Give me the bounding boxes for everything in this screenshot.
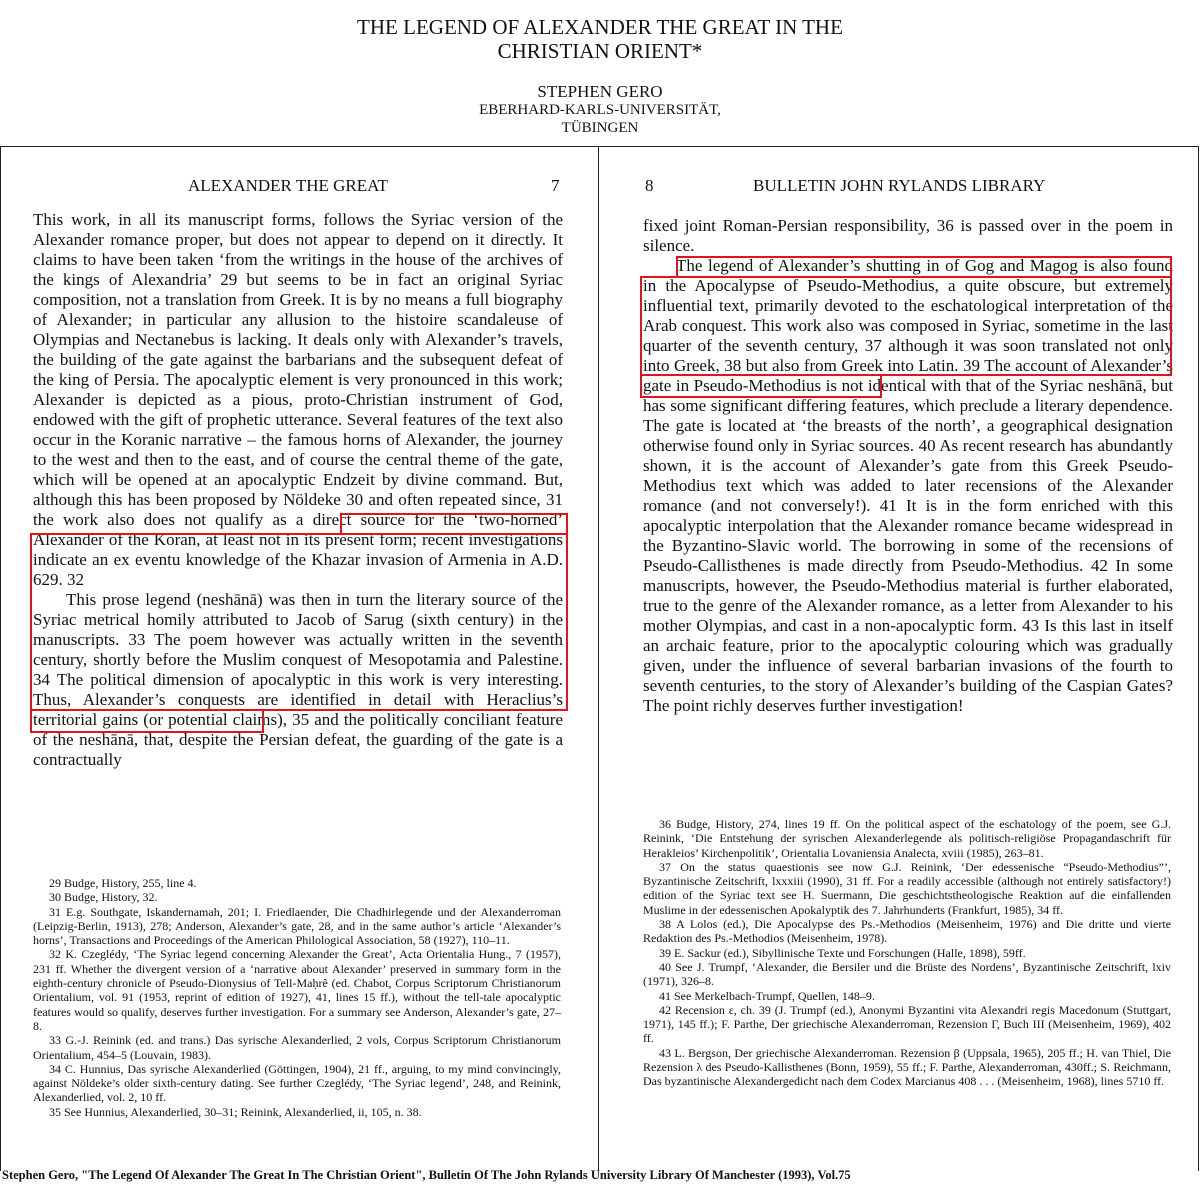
footnote-34: 34 C. Hunnius, Das syrische Alexanderlied (Göttingen, 1904), 21 ff., arguing, to my mind convincingly, against Nöldeke’s older sixth-century dating. See further Czeglédy, ‘The Syriac legend’, 248, and Reinink, Alexanderlied, vol. 2, 10 ff. xyxy=(33,1061,561,1105)
right-paragraph-2: The legend of Alexander’s shutting in of Gog and Magog is also found in the Apocalypse of Pseudo-Methodius, a quite obscure, but extremely influential text, primarily devoted to the eschatological interpretation of the Arab conquest. This work also was composed in Syriac, sometime in the last quarter of the seventh century, 37 although it was soon translated not only into Greek, 38 but also from Greek into Latin. 39 The account of Alexander’s gate in Pseudo-Methodius is not identical with that of the Syriac neshānā, but has some significant differing features, which preclude a literary dependence. The gate is located at ‘the breasts of the north’, a geographical designation otherwise found only in Syriac sources. 40 As recent research has abundantly shown, it is the account of Alexander’s gate from this Greek Pseudo-Methodius text which was added to later recensions of the Alexander romance (and not conversely!). 41 It is in the form enriched with this apocalyptic interpolation that the Alexander romance became widespread in the Byzantino-Slavic world. The borrowing in some of the recensions of Pseudo-Callisthenes is made directly from Pseudo-Methodius. 42 In some manuscripts, however, the Pseudo-Methodius material is further elaborated, true to the genre of the Alexander romance, as a letter from Alexander to his mother Olympias, and cast in a non-apocalyptic form. 43 Is this last in itself an archaic feature, prior to the apocalyptic colouring which was gradually given, under the influence of several barbarian invasions of the fourth to seventh centuries, to the story of Alexander’s building of the Caspian Gates? The point richly deserves further investigation! xyxy=(643,256,1173,715)
right-body-text xyxy=(643,216,1173,716)
left-body-text xyxy=(33,210,563,770)
footnote-32: 32 K. Czeglédy, ‘The Syriac legend concerning Alexander the Great’, Acta Orientalia Hung., 7 (1957), 231 ff. Whether the divergent version of a ‘narrative about Alexander’ preserved in summary form in the eighth-century chronicle of Pseudo-Dionysius of Tell-Maḥrê (ed. Chabot, Corpus Scriptorum Christianorum Orientalium, vol. 91 (1953, reprint of edition of 1927), 41, lines 15 ff.), without the tell-tale apocalyptic features would so qualify, deserves further investigation. For a summary see Anderson, Alexander’s gate, 27–8. xyxy=(33,947,561,1033)
affiliation-line-2: TÜBINGEN xyxy=(561,120,639,136)
affiliation-line-1: EBERHARD-KARLS-UNIVERSITÄT, xyxy=(479,102,721,118)
footnote-31: 31 E.g. Southgate, Iskandernamah, 201; I. Friedlaender, Die Chadhirlegende und der Alexanderroman (Leipzig-Berlin, 1913), 278; Anderson, Alexander’s gate, 28, and in the same author’s article ‘Alexander’s horns’, Transactions and Proceedings of the American Philological Association, 58 (1927), 110–11. xyxy=(33,904,561,948)
left-running-title: ALEXANDER THE GREAT xyxy=(188,176,388,195)
footnote-42: 42 Recension ε, ch. 39 (J. Trumpf (ed.), Anonymi Byzantini vita Alexandri regis Macedonum (Stuttgart, 1971), 145 ff.); F. Parthe, Der griechische Alexanderroman, Rezension Γ, Buch III (Meisenheim, 1969), 402 ff. xyxy=(643,1002,1171,1046)
footnote-36: 36 Budge, History, 274, lines 19 ff. On the political aspect of the eschatology of the poem, see G.J. Reinink, ‘Die Entstehung der syrischen Alexanderlegende als politisch-religiöse Propagandaschrift für Herakleios’ Kirchenpolitik’, Orientalia Lovaniensia Analecta, xviii (1985), 263–81. xyxy=(643,817,1171,860)
left-page-number: 7 xyxy=(551,176,560,195)
footnote-35: 35 See Hunnius, Alexanderlied, 30–31; Reinink, Alexanderlied, ii, 105, n. 38. xyxy=(49,1104,422,1119)
left-page xyxy=(33,176,563,770)
footnote-43: 43 L. Bergson, Der griechische Alexanderroman. Rezension β (Uppsala, 1965), 205 ff.; H. van Thiel, Die Rezension λ des Pseudo-Kallisthenes (Bonn, 1959), 55 ff.; F. Parthe, Alexanderroman, 430ff.; S. Reichmann, Das byzantinische Alexandergedicht nach dem Codex Marcianus 408 . . . (Meisenheim, 1968), lines 5710 ff. xyxy=(643,1045,1171,1089)
footnote-33: 33 G.-J. Reinink (ed. and trans.) Das syrische Alexanderlied, 2 vols, Corpus Scriptorum Christianorum Orientalium, 454–5 (Louvain, 1983). xyxy=(33,1033,561,1062)
footnote-40: 40 See J. Trumpf, ‘Alexander, die Bersiler und die Brüste des Nordens’, Byzantinische Zeitschrift, lxiv (1971), 326–8. xyxy=(643,959,1171,989)
article-title-line-2: CHRISTIAN ORIENT* xyxy=(497,39,703,63)
left-running-head xyxy=(33,176,563,210)
footnote-37: 37 On the status quaestionis see now G.J. Reinink, ‘Der edessenische “Pseudo-Methodius”’, Byzantinische Zeitschrift, lxxxiii (1990), 31 ff. For a readily accessible (although not entirely satisfactory!) edition of the Syriac text see H. Suermann, Die geschichtstheologische Reaktion auf die einfallenden Muslime in der edessenischen Apokalyptik des 7. Jahrhunderts (Frankfurt, 1985), 34 ff. xyxy=(643,859,1171,917)
footnote-38: 38 A Lolos (ed.), Die Apocalypse des Ps.-Methodios (Meisenheim, 1976) and Die dritte und vierte Redaktion des Ps.-Methodios (Meisenheim, 1978). xyxy=(643,917,1171,946)
left-paragraph-2: This prose legend (neshānā) was then in turn the literary source of the Syriac metrical homily attributed to Jacob of Sarug (sixth century) in the manuscripts. 33 The poem however was actually written in the seventh century, shortly before the Muslim conquest of Mesopotamia and Palestine. 34 The political dimension of apocalyptic in this work is very interesting. Thus, Alexander’s conquests are identified in detail with Heraclius’s territorial gains (or potential claims), 35 and the politically conciliant feature of the neshānā, that, despite the Persian defeat, the guarding of the gate is a contractually xyxy=(33,590,563,769)
footnote-41: 41 See Merkelbach-Trumpf, Quellen, 148–9. xyxy=(659,988,875,1003)
page-divider xyxy=(598,146,599,1171)
right-page-number: 8 xyxy=(645,176,654,195)
right-running-title: BULLETIN JOHN RYLANDS LIBRARY xyxy=(753,176,1046,195)
left-paragraph-1: This work, in all its manuscript forms, follows the Syriac version of the Alexander romance proper, but does not appear to depend on it directly. It claims to have been taken ‘from the writings in the house of the archives of the kings of Alexandria’ 29 but seems to be in fact an original Syriac composition, not a translation from Greek. It is by no means a full biography of Alexander; in particular any allusion to the histoire scandaleuse of Olympias and Nectanebus is lacking. It deals only with Alexander’s travels, the building of the gate against the barbarians and the subsequent defeat of the king of Persia. The apocalyptic element is very pronounced in this work; Alexander is depicted as a pious, proto-Christian instrument of God, endowed with the gift of prophetic utterance. Several features of the text also occur in the Koranic narrative – the famous horns of Alexander, the journey to the west and then to the east, and of course the central theme of the gate, which will be opened at an apocalyptic Endzeit by divine command. But, although this has been proposed by Nöldeke 30 and often repeated since, 31 the work also does not qualify as a direct source for the ‘two-horned’ Alexander of the Koran, at least not in its present form; recent investigations indicate an ex eventu knowledge of the Khazar invasion of Armenia in A.D. 629. 32 xyxy=(33,210,563,589)
right-page xyxy=(643,176,1173,716)
footnote-39: 39 E. Sackur (ed.), Sibyllinische Texte und Forschungen (Halle, 1898), 59ff. xyxy=(659,945,1026,960)
right-running-head xyxy=(643,176,1173,210)
source-citation: Stephen Gero, "The Legend Of Alexander The Great In The Christian Orient", Bulletin Of The John Rylands University Library Of Manchester (1993), Vol.75 xyxy=(2,1168,851,1182)
footnote-30: 30 Budge, History, 32. xyxy=(49,890,158,905)
footnote-29: 29 Budge, History, 255, line 4. xyxy=(49,876,197,890)
article-title xyxy=(0,15,1200,63)
left-footnotes xyxy=(33,876,561,1119)
right-footnotes xyxy=(643,817,1171,1089)
author-block xyxy=(0,82,1200,137)
author-name: STEPHEN GERO xyxy=(537,82,663,101)
right-paragraph-1: fixed joint Roman-Persian responsibility, 36 is passed over in the poem in silence. xyxy=(643,216,1173,255)
article-title-line-1: THE LEGEND OF ALEXANDER THE GREAT IN THE xyxy=(357,15,843,39)
